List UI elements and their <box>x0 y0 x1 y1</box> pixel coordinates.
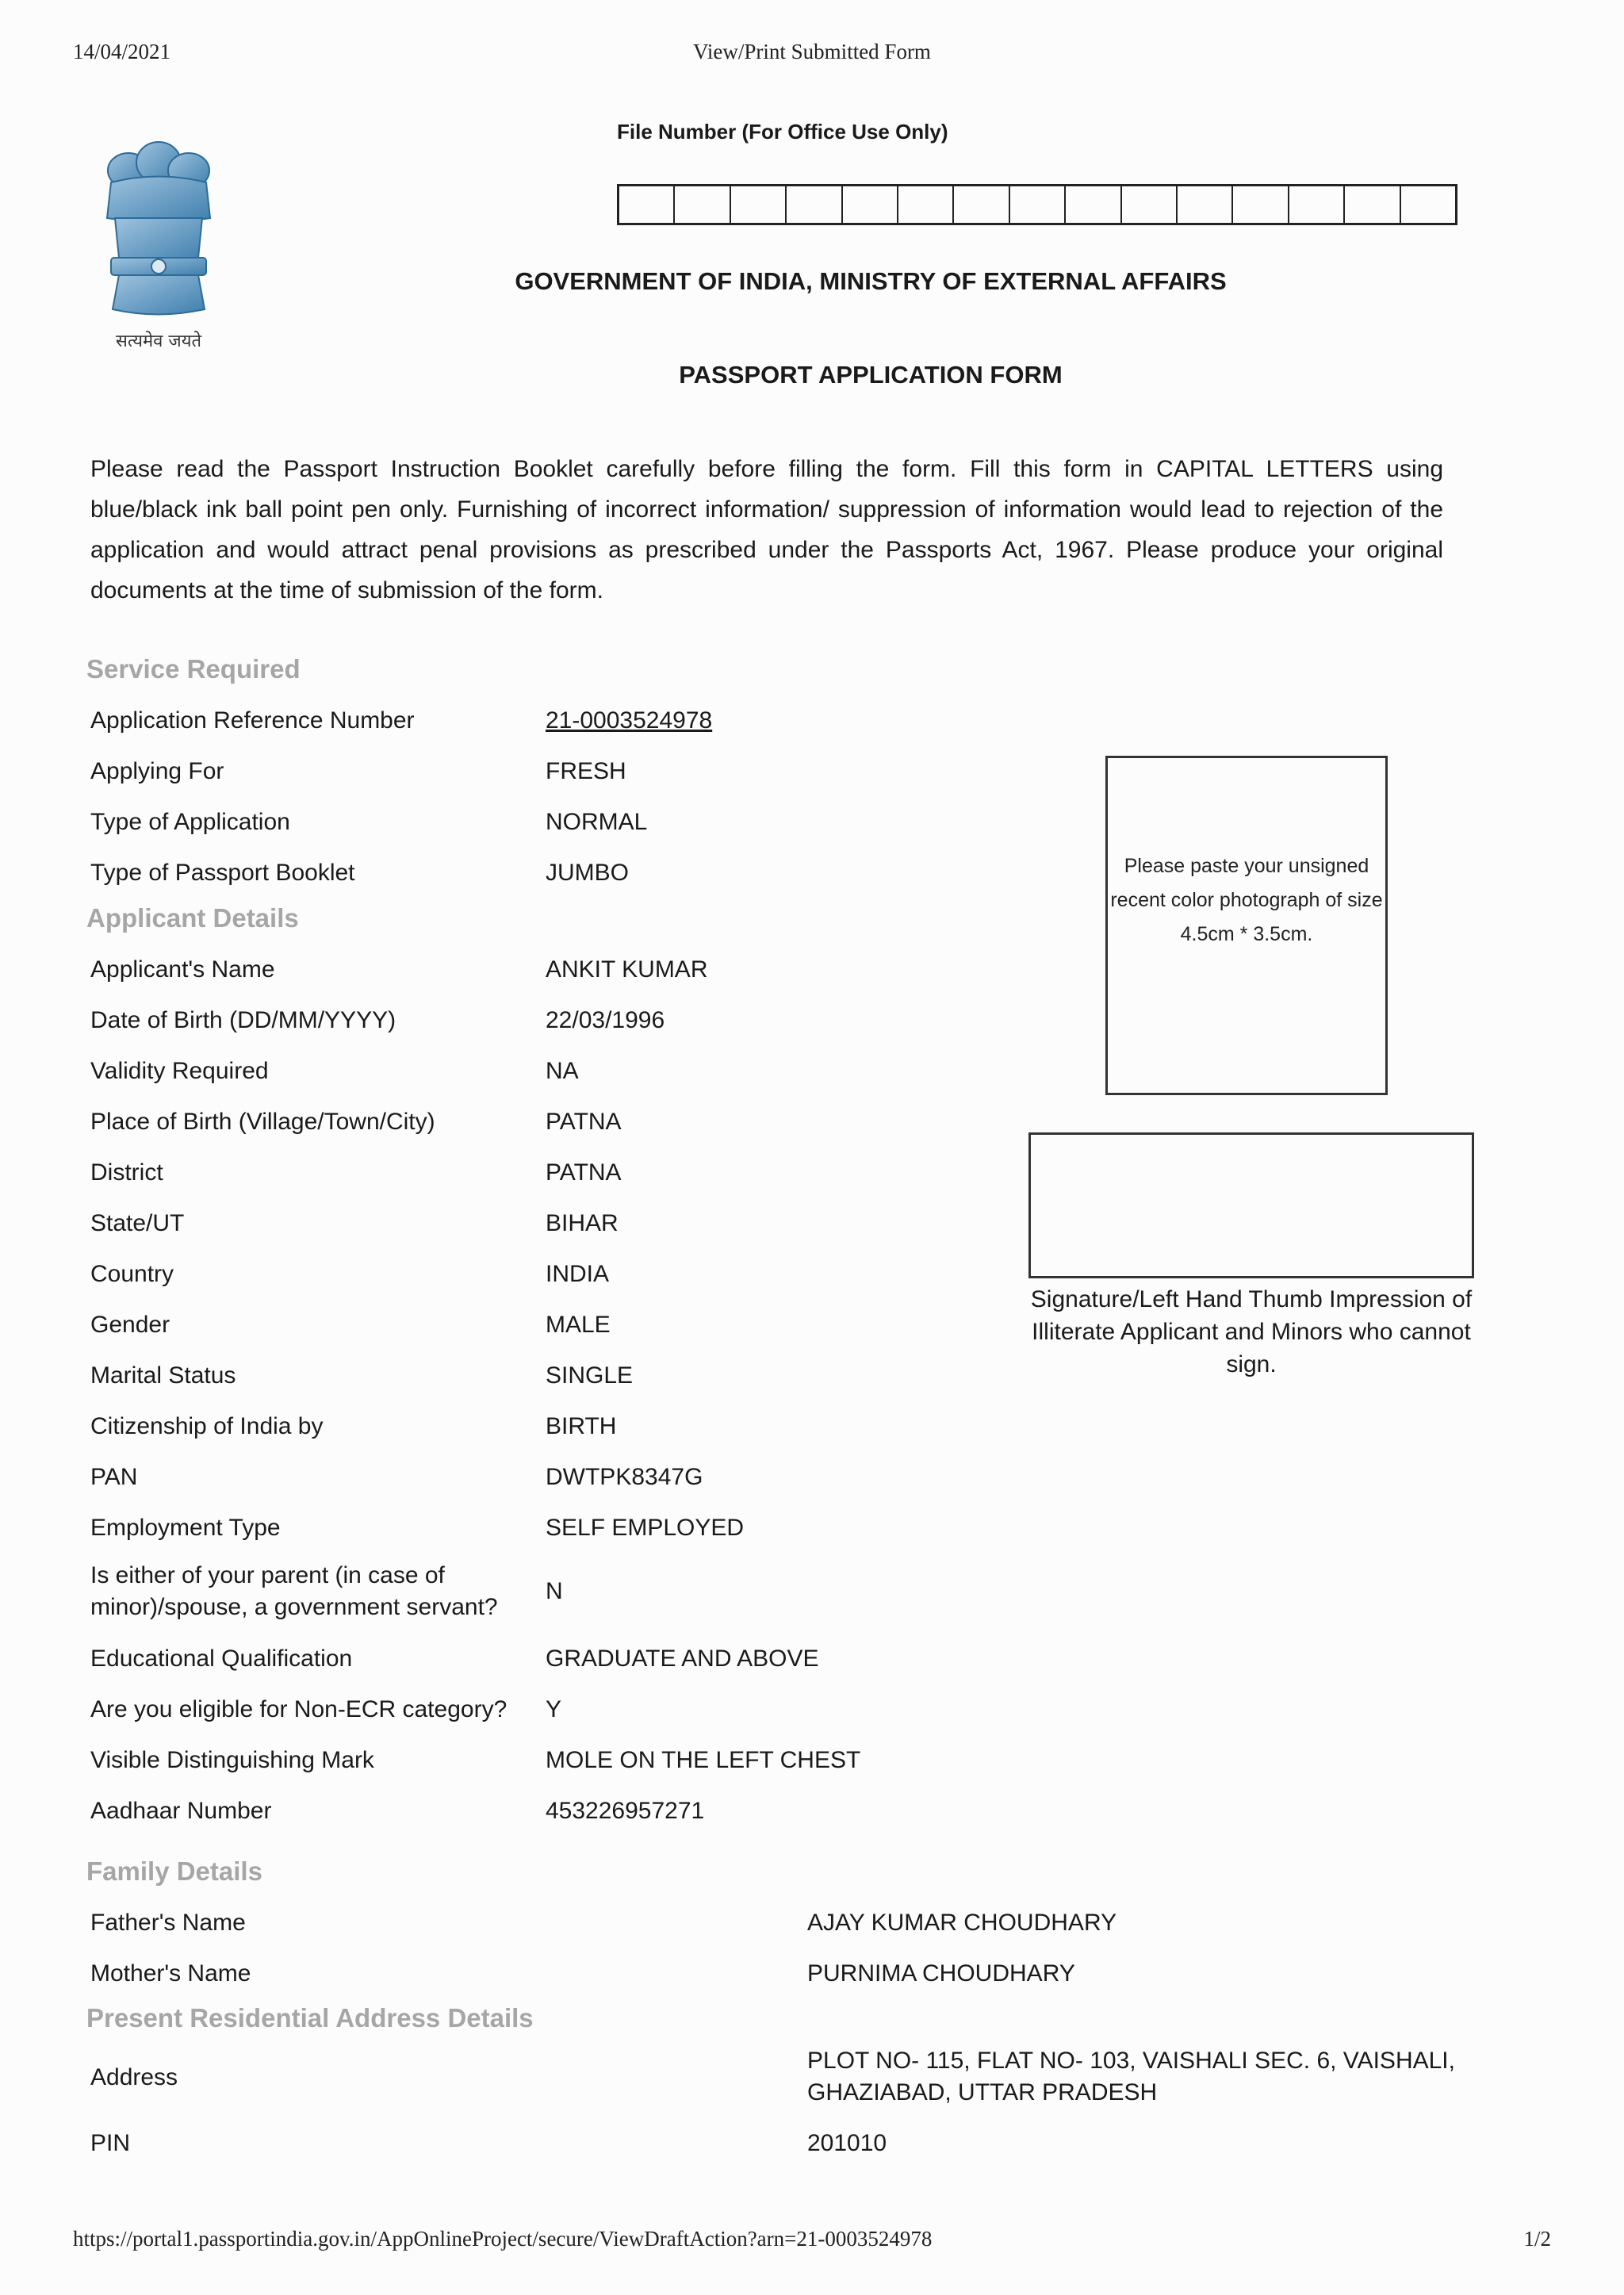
field-label: Date of Birth (DD/MM/YYYY) <box>90 1007 396 1033</box>
file-number-box <box>954 186 1009 223</box>
field-label: Employment Type <box>90 1515 281 1541</box>
national-emblem-logo <box>79 139 238 361</box>
field-value: BIHAR <box>546 1210 619 1236</box>
field-label: Country <box>90 1261 174 1287</box>
file-number-box <box>675 186 730 223</box>
field-value: FRESH <box>546 758 626 784</box>
field-label: Mother's Name <box>90 1960 251 1987</box>
field-value: NA <box>546 1058 579 1084</box>
file-number-box <box>619 186 675 223</box>
field-value: SELF EMPLOYED <box>546 1515 745 1541</box>
field-value: NORMAL <box>546 809 648 835</box>
form-title: PASSPORT APPLICATION FORM <box>679 361 1063 389</box>
file-number-box <box>1401 186 1455 223</box>
file-number-boxes <box>617 184 1457 225</box>
field-label: Type of Application <box>90 809 290 835</box>
file-number-label: File Number (For Office Use Only) <box>617 120 948 144</box>
field-value: GRADUATE AND ABOVE <box>546 1646 819 1672</box>
file-number-box <box>731 186 787 223</box>
section-address-details: Present Residential Address Details <box>86 2003 534 2033</box>
section-family-details: Family Details <box>86 1856 262 1886</box>
instructions-paragraph: Please read the Passport Instruction Booklet carefully before filling the form. Fill this form in CAPITAL LETTERS using blue/black ink ball point pen only. Furnishing of incorrect information/ suppression of information would lead to rejection of the application and would attract penal provisions as prescribed under the Passports Act, 1967. Please produce your original documents at the time of submission of the form. <box>90 456 1443 603</box>
print-header-title: View/Print Submitted Form <box>693 40 931 63</box>
field-label: Gender <box>90 1312 170 1338</box>
field-label: Citizenship of India by <box>90 1413 324 1439</box>
field-label: Marital Status <box>90 1362 236 1389</box>
emblem-motto: सत्यमेव जयते <box>115 331 202 351</box>
field-value: 201010 <box>807 2130 887 2156</box>
field-label: Application Reference Number <box>90 707 415 734</box>
file-number-box <box>1066 186 1121 223</box>
file-number-box <box>843 186 898 223</box>
field-label: Place of Birth (Village/Town/City) <box>90 1109 435 1135</box>
file-number-box <box>1010 186 1066 223</box>
field-value: AJAY KUMAR CHOUDHARY <box>807 1910 1117 1936</box>
file-number-box <box>1178 186 1233 223</box>
section-applicant-details: Applicant Details <box>86 903 299 933</box>
field-label: PIN <box>90 2130 131 2156</box>
field-value: DWTPK8347G <box>546 1464 703 1490</box>
field-label: District <box>90 1159 163 1186</box>
field-label: Applicant's Name <box>90 956 275 983</box>
photo-instruction: Please paste your unsigned recent color photograph of size 4.5cm * 3.5cm. <box>1110 855 1383 945</box>
field-value: JUMBO <box>546 860 629 886</box>
file-number-box <box>1289 186 1345 223</box>
field-value: SINGLE <box>546 1362 634 1389</box>
print-page-number: 1/2 <box>1523 2227 1551 2251</box>
field-value: 453226957271 <box>546 1798 705 1824</box>
photo-box <box>1105 756 1388 1095</box>
file-number-box <box>1345 186 1400 223</box>
field-label: Applying For <box>90 758 224 784</box>
field-label: Type of Passport Booklet <box>90 860 355 886</box>
field-value: PATNA <box>546 1109 622 1135</box>
file-number-box <box>787 186 842 223</box>
field-label: Is either of your parent (in case of minor)/spouse, a government servant? <box>90 1562 498 1620</box>
field-label: State/UT <box>90 1210 185 1236</box>
section-service-required: Service Required <box>86 654 301 684</box>
field-label: Visible Distinguishing Mark <box>90 1747 374 1773</box>
print-footer-url[interactable]: https://portal1.passportindia.gov.in/AppOnlineProject/secure/ViewDraftAction?arn=21-0003524978 <box>73 2227 933 2251</box>
field-value: PURNIMA CHOUDHARY <box>807 1960 1075 1987</box>
field-value: ANKIT KUMAR <box>546 956 708 983</box>
file-number-box <box>1122 186 1178 223</box>
field-value: N <box>546 1578 563 1604</box>
field-value: BIRTH <box>546 1413 617 1439</box>
field-value: PATNA <box>546 1159 622 1186</box>
file-number-box <box>898 186 954 223</box>
field-value: 22/03/1996 <box>546 1007 665 1033</box>
file-number-box <box>1233 186 1289 223</box>
field-label: Are you eligible for Non-ECR category? <box>90 1696 508 1722</box>
print-date: 14/04/2021 <box>73 40 171 63</box>
field-label: Validity Required <box>90 1058 269 1084</box>
field-label: Address <box>90 2064 178 2090</box>
field-label: Aadhaar Number <box>90 1798 272 1824</box>
field-value: MOLE ON THE LEFT CHEST <box>546 1747 861 1773</box>
ministry-title: GOVERNMENT OF INDIA, MINISTRY OF EXTERNAL AFFAIRS <box>515 267 1227 295</box>
signature-box <box>1028 1132 1474 1278</box>
field-label: Educational Qualification <box>90 1646 353 1672</box>
signature-caption: Signature/Left Hand Thumb Impression of Illiterate Applicant and Minors who cannot sign. <box>1030 1286 1473 1377</box>
field-value: PLOT NO- 115, FLAT NO- 103, VAISHALI SEC. 6, VAISHALI, GHAZIABAD, UTTAR PRADESH <box>807 2048 1455 2105</box>
field-value: Y <box>546 1696 562 1722</box>
field-label: Father's Name <box>90 1910 246 1936</box>
field-value: MALE <box>546 1312 611 1338</box>
field-value: INDIA <box>546 1261 610 1287</box>
field-label: PAN <box>90 1464 138 1490</box>
field-value: 21-0003524978 <box>546 707 713 734</box>
